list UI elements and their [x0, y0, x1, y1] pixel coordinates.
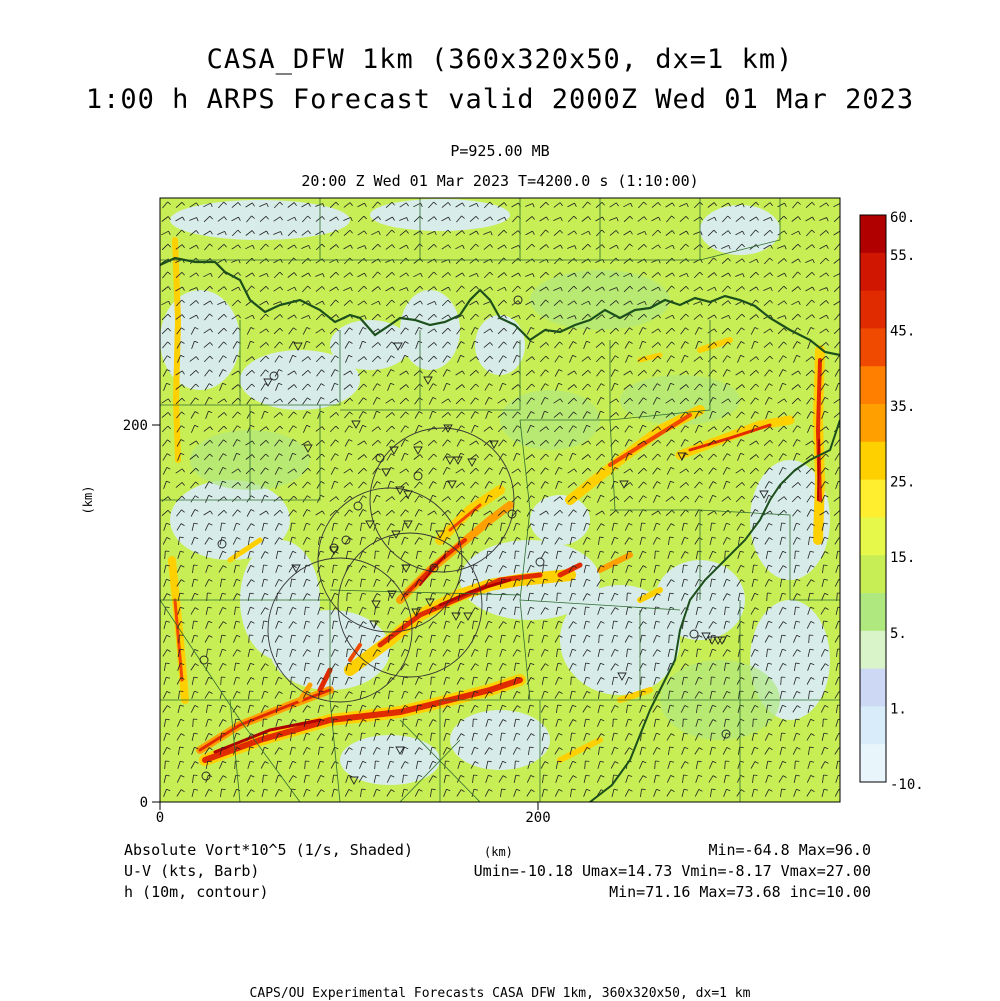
- legend-range-wind: Umin=-10.18 Umax=14.73 Vmin=-8.17 Vmax=27.00: [473, 862, 871, 880]
- time-info: 20:00 Z Wed 01 Mar 2023 T=4200.0 s (1:10:00): [301, 172, 699, 190]
- colorbar-label: 15.: [890, 550, 916, 567]
- x-tick-0: 0: [155, 810, 165, 826]
- colorbar-swatch: [860, 631, 886, 669]
- colorbar: [860, 210, 924, 793]
- legend-field-vorticity: Absolute Vort*10^5 (1/s, Shaded): [124, 841, 413, 859]
- colorbar-label: 60.: [890, 210, 916, 226]
- y-axis-unit: (km): [81, 485, 95, 515]
- legend-field-wind: U-V (kts, Barb): [124, 862, 260, 880]
- colorbar-swatch: [860, 328, 886, 366]
- colorbar-label: 55.: [890, 247, 916, 264]
- colorbar-label: 5.: [890, 625, 907, 642]
- colorbar-label: -10.: [890, 777, 924, 793]
- colorbar-swatch: [860, 442, 886, 480]
- colorbar-swatch: [860, 593, 886, 631]
- pressure-level: P=925.00 MB: [450, 142, 550, 160]
- colorbar-label: 1.: [890, 701, 907, 718]
- colorbar-swatch: [860, 480, 886, 518]
- colorbar-swatch: [860, 555, 886, 593]
- colorbar-label: 45.: [890, 323, 916, 340]
- forecast-title: CASA_DFW 1km (360x320x50, dx=1 km): [206, 44, 794, 75]
- legend-range-vorticity: Min=-64.8 Max=96.0: [708, 841, 871, 859]
- colorbar-swatch: [860, 215, 886, 253]
- colorbar-swatch: [860, 366, 886, 404]
- forecast-valid-time: 1:00 h ARPS Forecast valid 2000Z Wed 01 Mar 2023: [85, 84, 915, 115]
- colorbar-label: 25.: [890, 474, 916, 491]
- x-axis-unit: (km): [484, 845, 513, 859]
- colorbar-swatch: [860, 706, 886, 744]
- colorbar-swatch: [860, 669, 886, 707]
- x-tick-200: 200: [525, 810, 551, 826]
- colorbar-swatch: [860, 404, 886, 442]
- colorbar-swatch: [860, 517, 886, 555]
- footer-credit: CAPS/OU Experimental Forecasts CASA DFW 1km, 360x320x50, dx=1 km: [249, 986, 751, 1001]
- colorbar-swatch: [860, 744, 886, 782]
- y-tick-0: 0: [139, 795, 148, 811]
- legend-field-height: h (10m, contour): [124, 883, 269, 901]
- colorbar-swatch: [860, 253, 886, 291]
- colorbar-swatch: [860, 291, 886, 329]
- legend-range-height: Min=71.16 Max=73.68 inc=10.00: [609, 883, 871, 901]
- colorbar-label: 35.: [890, 399, 916, 415]
- y-tick-200: 200: [122, 418, 148, 434]
